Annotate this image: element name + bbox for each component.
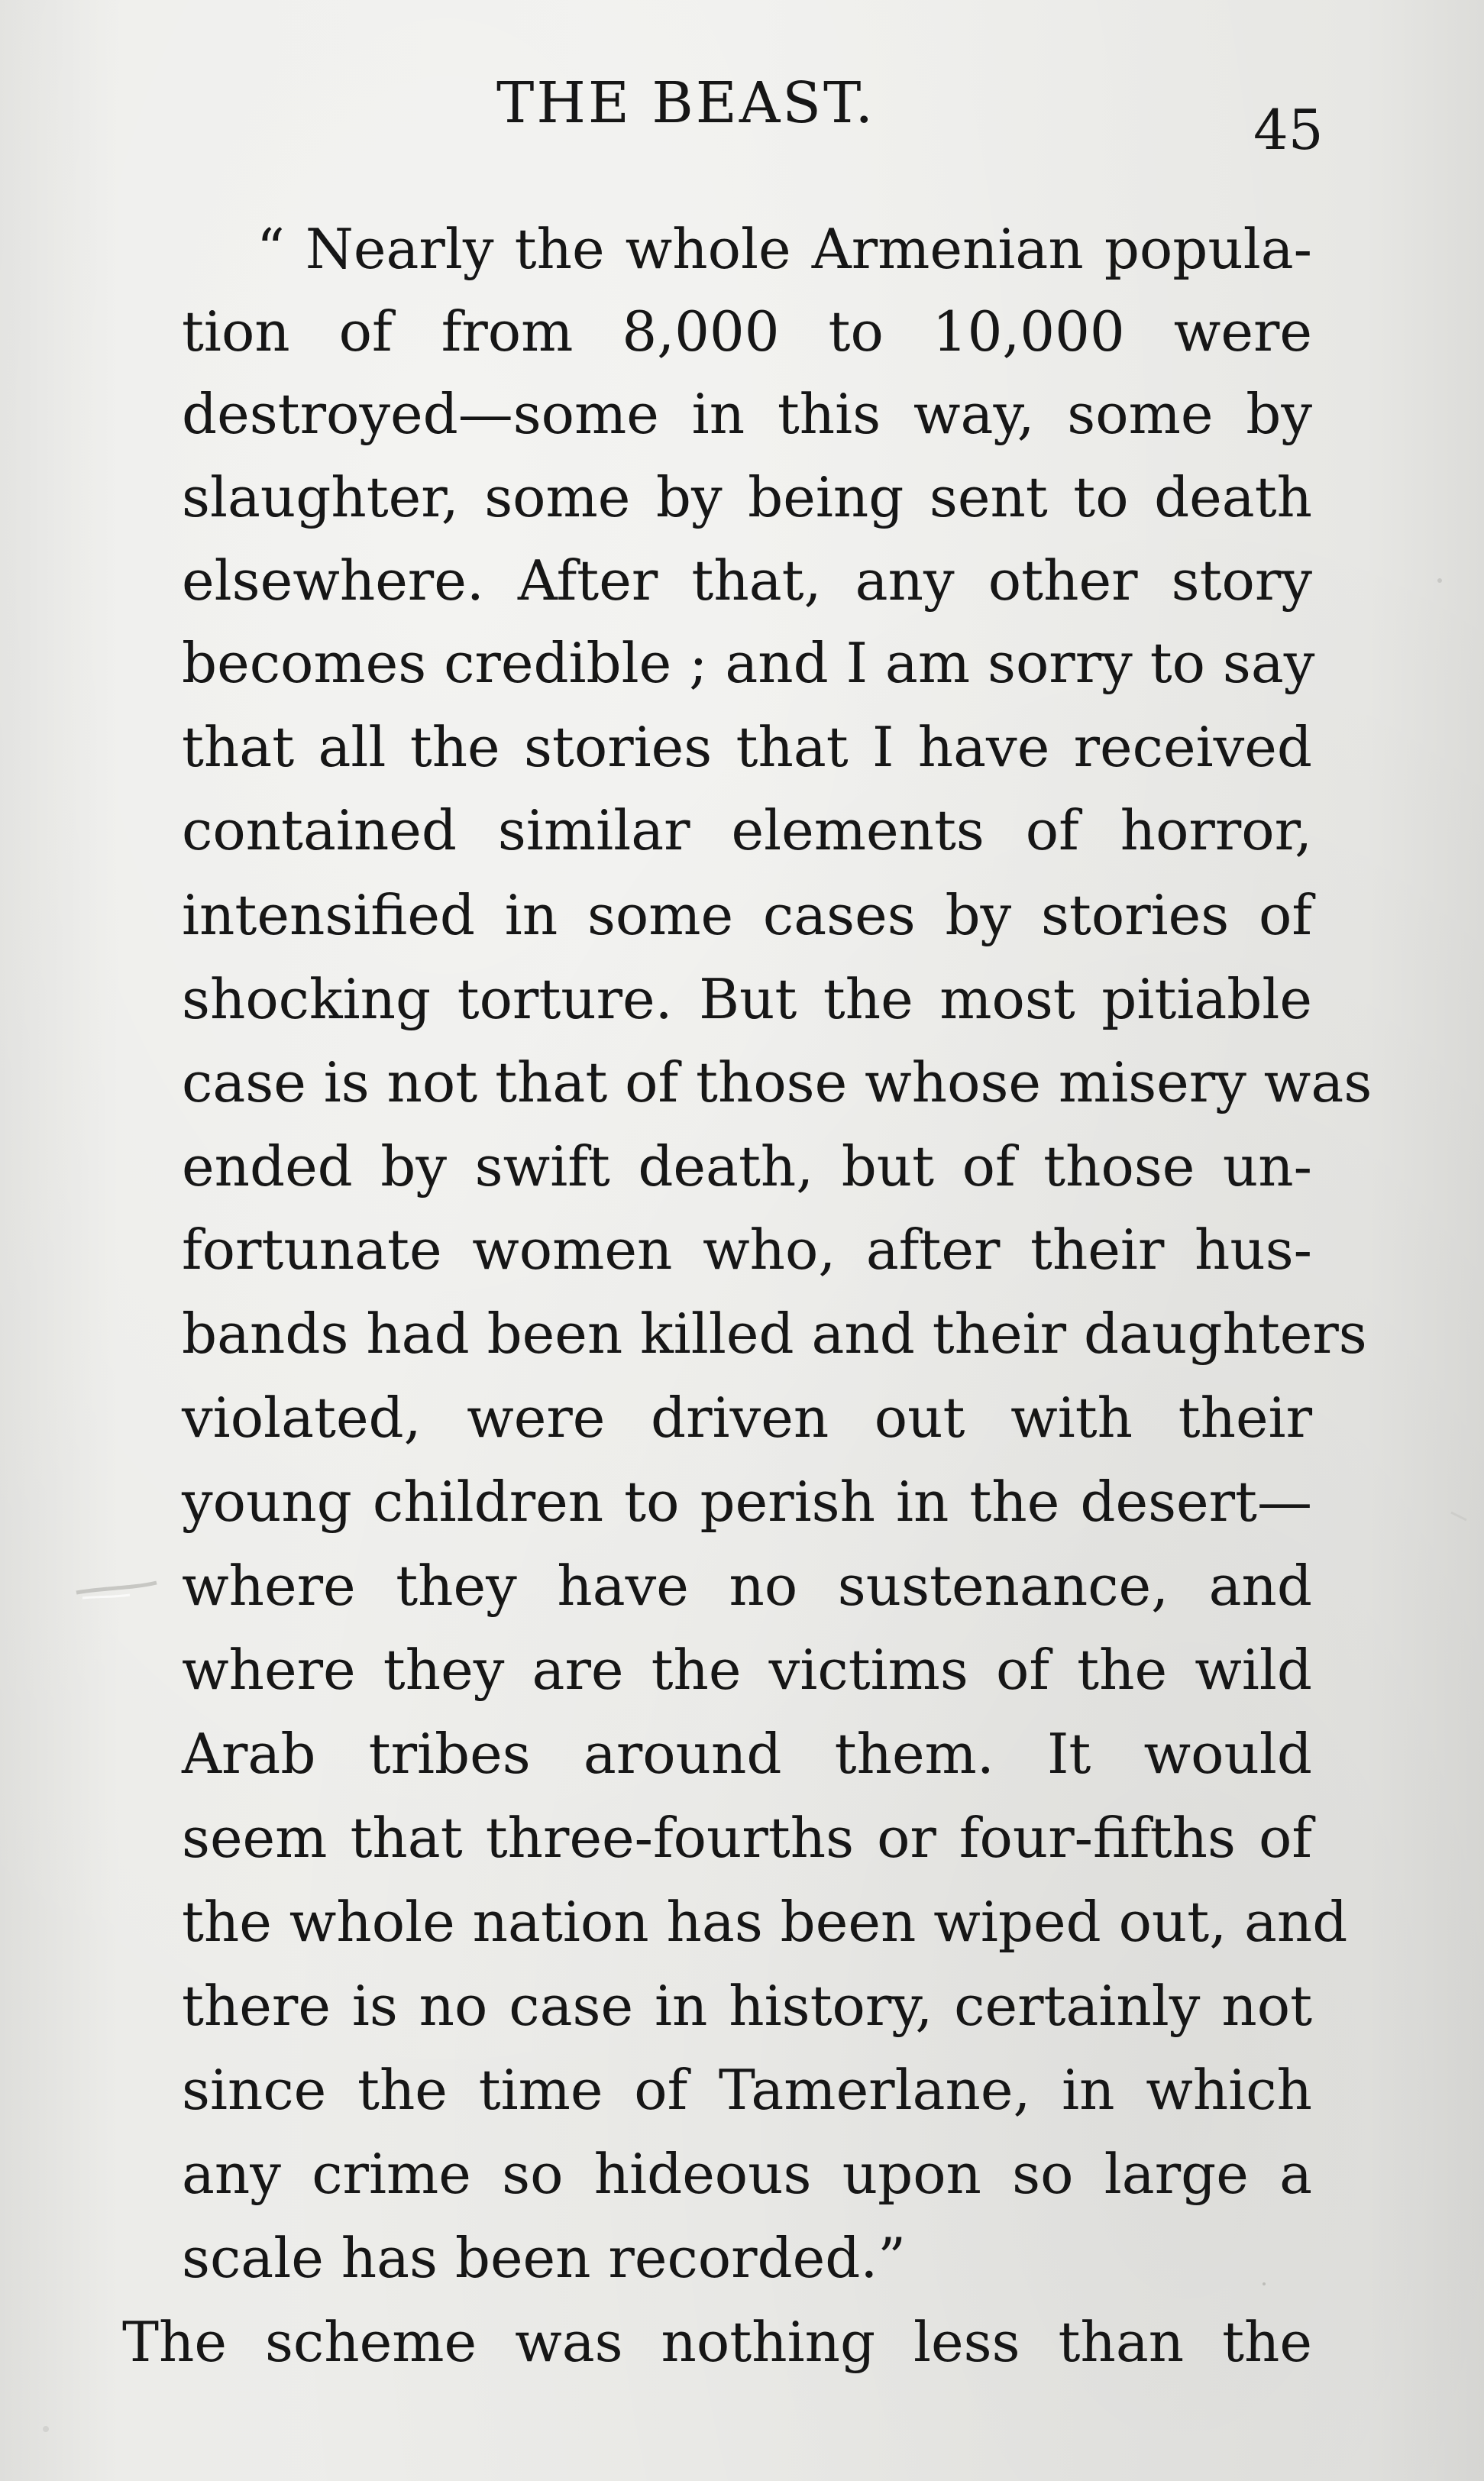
text-line: slaughter, some by being sent to death bbox=[182, 465, 1312, 529]
text-line: young children to perish in the desert— bbox=[182, 1470, 1312, 1534]
text-line: since the time of Tamerlane, in which bbox=[182, 2058, 1312, 2122]
text-line: bands had been killed and their daughters bbox=[182, 1302, 1367, 1366]
text-line: any crime so hideous upon so large a bbox=[182, 2142, 1312, 2206]
text-line: seem that three-fourths or four-fifths of bbox=[182, 1806, 1312, 1870]
text-line: elsewhere. After that, any other story bbox=[182, 548, 1312, 613]
running-head: THE BEAST. bbox=[496, 70, 875, 136]
text-line: fortunate women who, after their hus- bbox=[182, 1218, 1312, 1282]
text-line: Arab tribes around them. It would bbox=[182, 1722, 1312, 1786]
text-line: that all the stories that I have received bbox=[182, 715, 1312, 779]
page-number: 45 bbox=[1253, 98, 1324, 162]
text-line: where they have no sustenance, and bbox=[182, 1554, 1312, 1618]
text-line: “ Nearly the whole Armenian popula- bbox=[257, 217, 1312, 281]
text-line: violated, were driven out with their bbox=[182, 1386, 1312, 1450]
text-line: contained similar elements of horror, bbox=[182, 798, 1312, 862]
text-line: tion of from 8,000 to 10,000 were bbox=[182, 299, 1312, 364]
text-line: where they are the victims of the wild bbox=[182, 1638, 1312, 1702]
text-line: destroyed—some in this way, some by bbox=[182, 382, 1312, 446]
text-line: shocking torture. But the most pitiable bbox=[182, 967, 1312, 1031]
text-line: the whole nation has been wiped out, and bbox=[182, 1890, 1348, 1954]
text-line: The scheme was nothing less than the bbox=[122, 2310, 1312, 2374]
text-line: ended by swift death, but of those un- bbox=[182, 1134, 1312, 1198]
text-line: becomes credible ; and I am sorry to say bbox=[182, 631, 1315, 695]
text-line: case is not that of those whose misery was bbox=[182, 1050, 1372, 1114]
text-line: intensified in some cases by stories of bbox=[182, 883, 1312, 947]
text-line: scale has been recorded.” bbox=[182, 2226, 907, 2290]
text-line: there is no case in history, certainly not bbox=[182, 1974, 1312, 2038]
